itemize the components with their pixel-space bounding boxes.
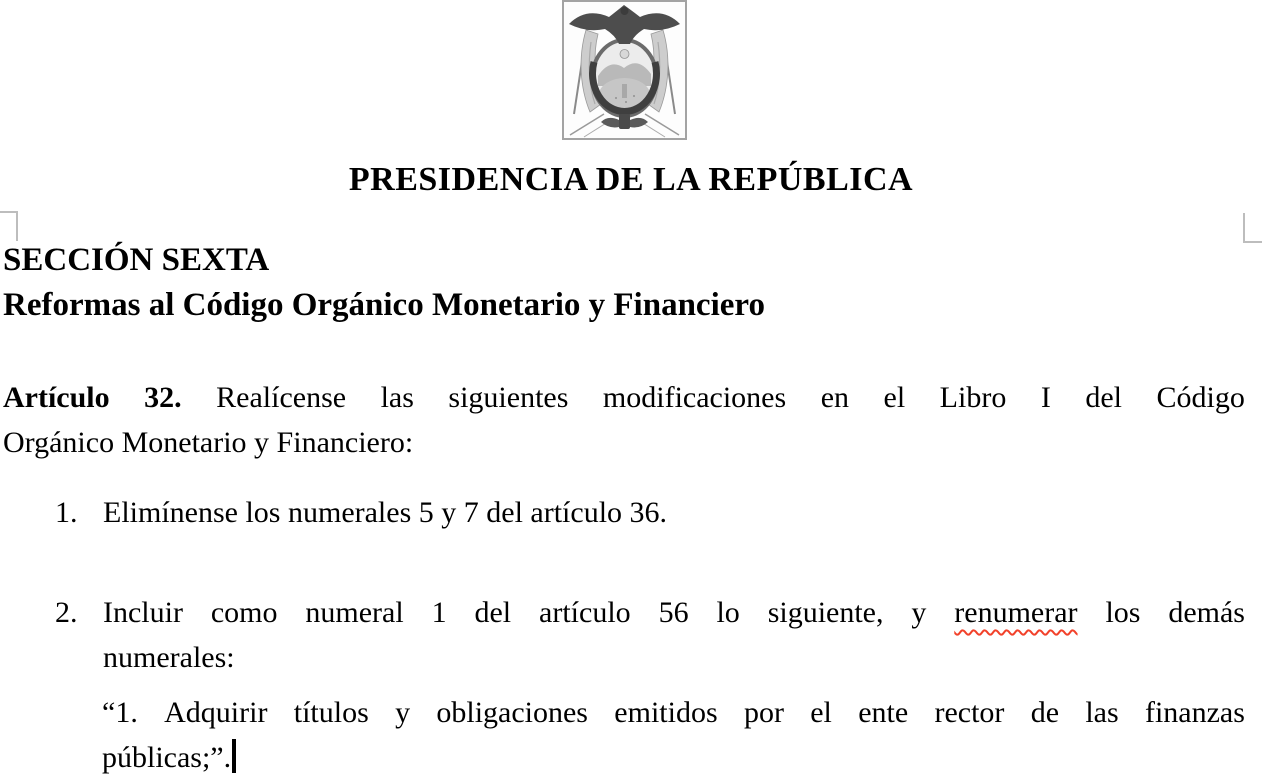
word: siguiente, [767, 596, 884, 629]
ecuador-coat-of-arms-icon [564, 2, 685, 138]
quote-line-2 [102, 735, 1245, 780]
word: lo [716, 596, 740, 629]
word: Libro [939, 381, 1007, 414]
word: 56 [658, 596, 689, 629]
word: Artículo [3, 381, 110, 414]
list-item-1-text: Elimínense los numerales 5 y 7 del artículo 36. [103, 496, 668, 529]
word: artículo [539, 596, 631, 629]
article-32-line-1 [3, 375, 1245, 420]
document-body[interactable] [3, 238, 1245, 780]
word: el [883, 381, 906, 414]
word: rector [934, 696, 1005, 729]
word: obligaciones [436, 696, 588, 729]
list-item-2-number: 2. [55, 596, 78, 629]
quote-line-1 [102, 690, 1245, 735]
word: títulos [293, 696, 369, 729]
word: Código [1156, 381, 1245, 414]
word: Adquirir [164, 696, 268, 729]
section-subheading[interactable]: Reformas al Código Orgánico Monetario y Financiero [3, 287, 765, 323]
article-32-paragraph[interactable] [3, 375, 1245, 465]
word: del [1085, 381, 1122, 414]
word: emitidos [614, 696, 718, 729]
list-item-1[interactable] [3, 490, 1245, 535]
word: como [210, 596, 278, 629]
word: en [820, 381, 850, 414]
list-item-2-line-1 [103, 590, 1245, 635]
word: ente [858, 696, 909, 729]
word: los [1105, 596, 1141, 629]
word: las [1085, 696, 1119, 729]
list-item-1-number: 1. [55, 496, 78, 529]
word: 1 [431, 596, 447, 629]
word: modificaciones [602, 381, 787, 414]
word: 32. [144, 381, 182, 414]
article-32-line-2: Orgánico Monetario y Financiero: [3, 426, 414, 459]
list-item-2-line-2: numerales: [103, 641, 235, 674]
word: y [911, 596, 927, 629]
word: Realícense [216, 381, 347, 414]
word: de [1030, 696, 1060, 729]
word: por [743, 696, 784, 729]
list-item-2[interactable] [3, 590, 1245, 680]
word: numeral [305, 596, 404, 629]
word: renumerar [954, 596, 1078, 629]
word: “1. [102, 696, 138, 729]
word: finanzas [1144, 696, 1245, 729]
quote-line-2-text: públicas;”. [102, 741, 232, 774]
margin-crop-mark-left [0, 211, 18, 241]
word: del [474, 596, 512, 629]
word: el [810, 696, 832, 729]
coat-of-arms-image[interactable] [562, 0, 687, 140]
text-cursor [232, 739, 236, 773]
word: y [395, 696, 411, 729]
margin-crop-mark-right [1243, 213, 1262, 243]
page-title: PRESIDENCIA DE LA REPÚBLICA [348, 161, 914, 198]
word: Incluir [103, 596, 183, 629]
word: demás [1168, 596, 1245, 629]
quoted-text-paragraph[interactable] [102, 690, 1245, 780]
word: siguientes [448, 381, 569, 414]
word: las [380, 381, 414, 414]
word: I [1040, 381, 1051, 414]
section-heading[interactable]: SECCIÓN SEXTA [3, 242, 270, 278]
